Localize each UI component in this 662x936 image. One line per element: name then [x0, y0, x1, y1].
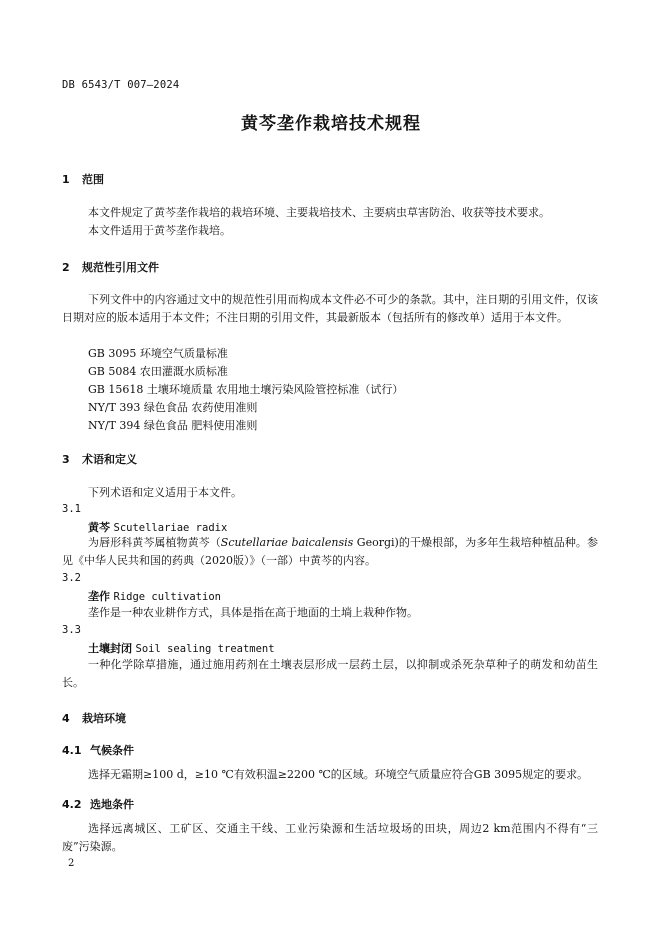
term-chinese: 垄作 [88, 590, 110, 603]
section-number: 3 [62, 453, 70, 466]
subsection-4-2-heading [62, 796, 134, 812]
term-heading [88, 640, 275, 656]
reference-item: GB 5084 农田灌溉水质标准 [88, 365, 228, 378]
section-title: 规范性引用文件 [82, 261, 159, 274]
term-definition: 一种化学除草措施，通过施用药剂在土壤表层形成一层药土层，以抑制或杀死杂草种子的萌发和幼苗生长。 [62, 658, 598, 689]
section-title: 范围 [82, 173, 104, 186]
reference-item: NY/T 393 绿色食品 农药使用准则 [88, 401, 258, 414]
subsection-title: 气候条件 [90, 744, 134, 757]
site-selection-paragraph: 选择远离城区、工矿区、交通主干线、工业污染源和生活垃圾场的田块，周边2 km范围内不得有“三废”污染源。 [62, 822, 598, 853]
section-2-heading [62, 259, 159, 275]
reference-item: GB 3095 环境空气质量标准 [88, 347, 228, 360]
reference-item: NY/T 394 绿色食品 肥料使用准则 [88, 419, 258, 432]
definition-text: 为唇形科黄芩属植物黄芩（ [88, 536, 221, 549]
references-intro: 下列文件中的内容通过文中的规范性引用而构成本文件必不可少的条款。其中，注日期的引用文件，仅该日期对应的版本适用于本文件；不注日期的引用文件，其最新版本（包括所有的修改单）适用于本文件。 [62, 293, 598, 324]
section-number: 4 [62, 712, 70, 725]
section-1-heading [62, 171, 104, 187]
term-english: Soil sealing treatment [135, 643, 275, 655]
term-english: Ridge cultivation [113, 591, 221, 603]
subsection-number: 4.2 [62, 798, 82, 811]
term-definition [62, 534, 598, 570]
term-heading [88, 588, 221, 604]
section-3-heading [62, 451, 137, 467]
page-number: 2 [68, 858, 75, 869]
subsection-title: 选地条件 [90, 798, 134, 811]
term-heading [88, 519, 227, 535]
document-number: DB 6543/T 007—2024 [62, 79, 180, 91]
term-chinese: 黄芩 [88, 521, 110, 534]
section-number: 1 [62, 173, 70, 186]
section-4-heading [62, 710, 126, 726]
scope-paragraph-2: 本文件适用于黄芩垄作栽培。 [88, 224, 231, 237]
terms-intro: 下列术语和定义适用于本文件。 [88, 486, 242, 499]
climate-paragraph: 选择无霜期≥100 d，≥10 ℃有效积温≥2200 ℃的区域。环境空气质量应符合GB 3095规定的要求。 [88, 768, 589, 781]
clause-number: 3.1 [62, 503, 81, 515]
document-title: 黄芩垄作栽培技术规程 [241, 114, 421, 134]
subsection-4-1-heading [62, 742, 134, 758]
latin-name: Scutellariae baicalensis [220, 536, 354, 549]
term-definition: 垄作是一种农业耕作方式，具体是指在高于地面的土埫上栽种作物。 [88, 606, 418, 619]
reference-item: GB 15618 土壤环境质量 农用地土壤污染风险管控标准（试行） [88, 383, 404, 396]
section-number: 2 [62, 261, 70, 274]
scope-paragraph-1: 本文件规定了黄芩垄作栽培的栽培环境、主要栽培技术、主要病虫草害防治、收获等技术要求。 [88, 206, 550, 219]
section-title: 术语和定义 [82, 453, 137, 466]
subsection-number: 4.1 [62, 744, 82, 757]
clause-number: 3.3 [62, 624, 81, 636]
term-chinese: 土壤封闭 [88, 642, 132, 655]
term-english: Scutellariae radix [113, 522, 228, 534]
section-title: 栽培环境 [82, 712, 126, 725]
definition-text: Georgi)的干燥根部，为多年生栽培种植品种。参见《中华人民共和国的药典（2020版）》（一部）中黄芩的内容。 [62, 536, 598, 567]
clause-number: 3.2 [62, 572, 81, 584]
